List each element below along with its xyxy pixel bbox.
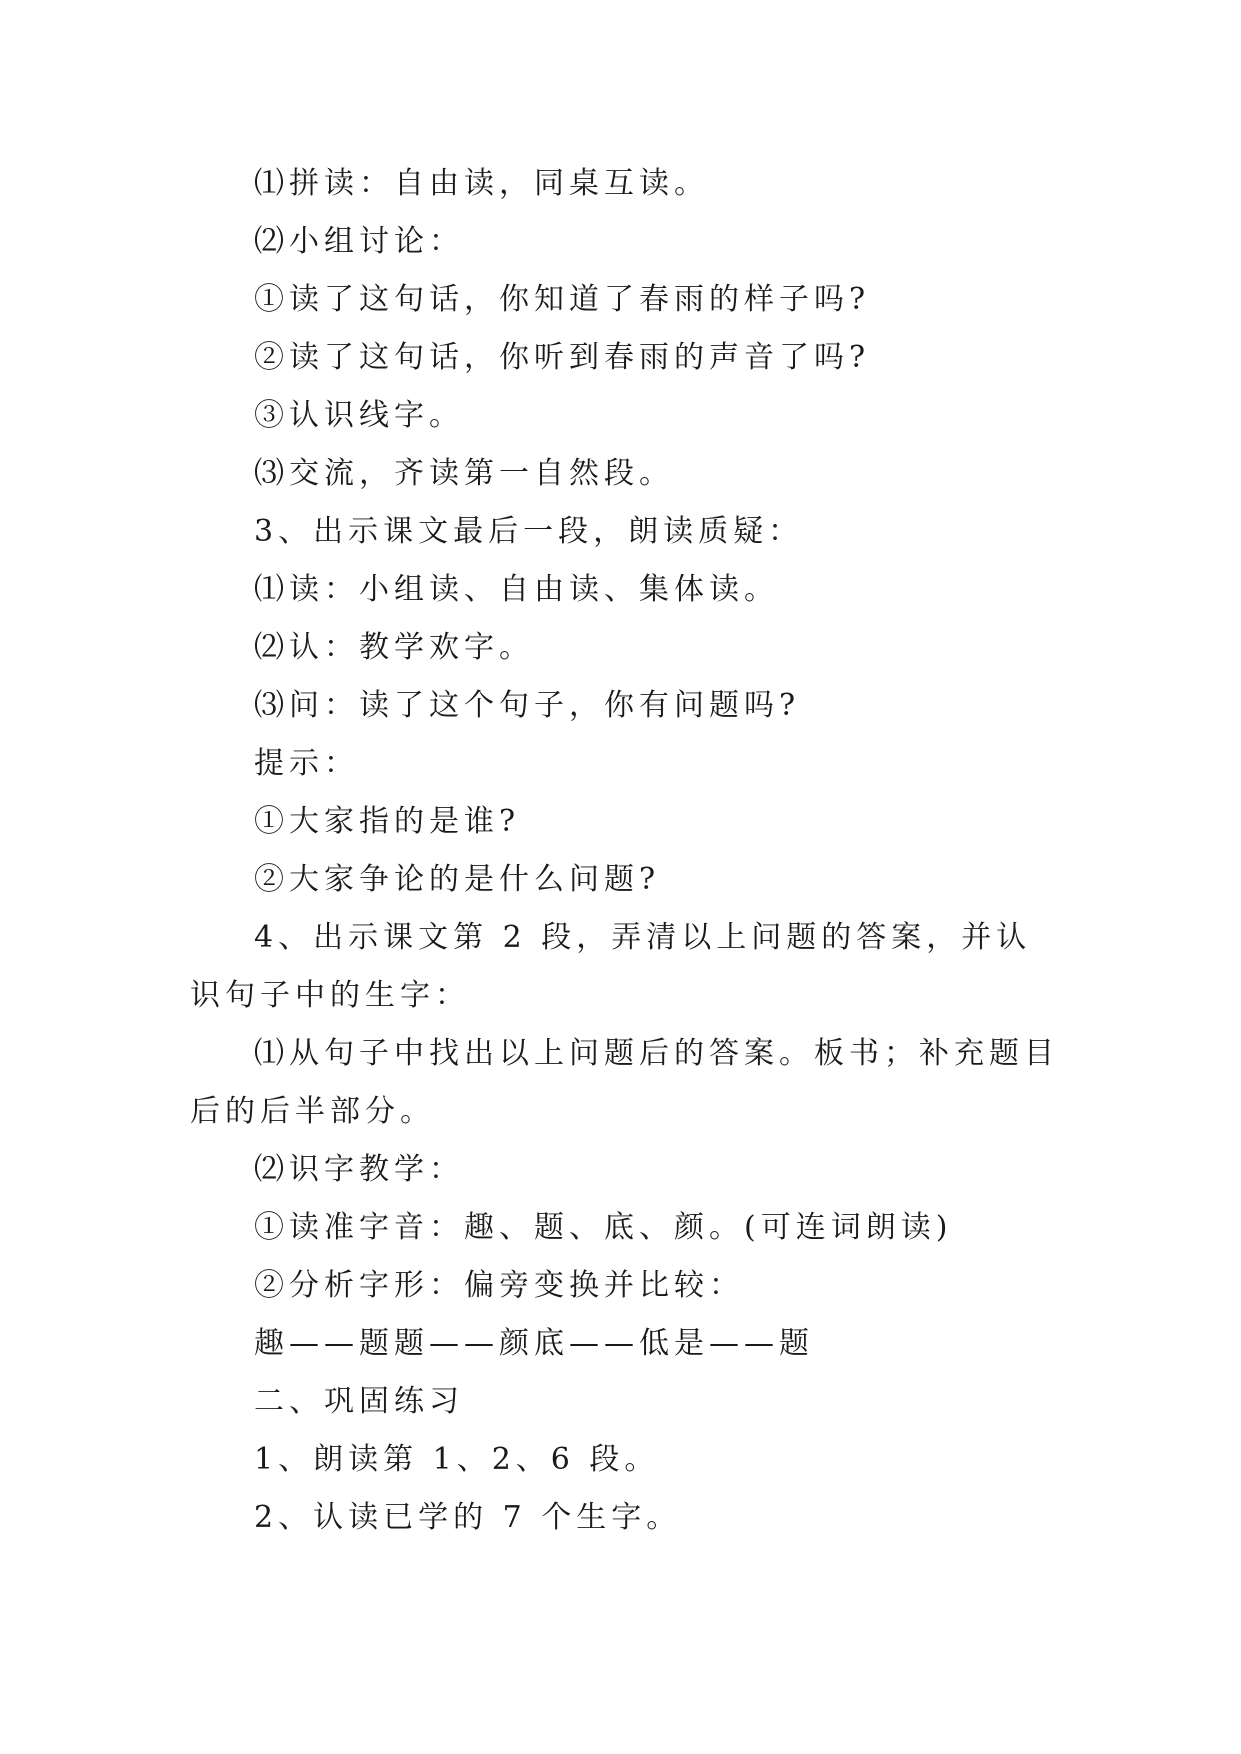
paragraph-exchange: ⑶交流，齐读第一自然段。 (254, 456, 674, 491)
paragraph-question-sound: ②读了这句话，你听到春雨的声音了吗? (254, 340, 871, 375)
paragraph-practice-characters: 2、认读已学的 7 个生字。 (254, 1500, 682, 1535)
paragraph-pronunciation: ①读准字音：趣、题、底、颜。(可连词朗读) (254, 1210, 953, 1245)
paragraph-step-3: 3、出示课文最后一段，朗读质疑： (254, 514, 804, 549)
section-heading-practice: 二、巩固练习 (254, 1384, 464, 1419)
paragraph-hint-what: ②大家争论的是什么问题? (254, 862, 661, 897)
paragraph-hint-who: ①大家指的是谁? (254, 804, 521, 839)
paragraph-learn-character: ③认识线字。 (254, 398, 464, 433)
paragraph-literacy-teaching: ⑵识字教学： (254, 1152, 464, 1187)
paragraph-character-comparison: 趣——题题——颜底——低是——题 (254, 1326, 814, 1361)
paragraph-read: ⑴读：小组读、自由读、集体读。 (254, 572, 779, 607)
paragraph-hint-heading: 提示： (254, 746, 359, 781)
paragraph-pinyin-reading: ⑴拼读：自由读，同桌互读。 (254, 166, 709, 201)
paragraph-find-answer: ⑴从句子中找出以上问题后的答案。板书；补充题目后的后半部分。 (190, 1036, 1059, 1129)
paragraph-ask: ⑶问：读了这个句子，你有问题吗? (254, 688, 801, 723)
paragraph-character-shape: ②分析字形：偏旁变换并比较： (254, 1268, 744, 1303)
paragraph-step-4: 4、出示课文第 2 段，弄清以上问题的答案，并认识句子中的生字： (190, 920, 1032, 1013)
paragraph-group-discussion: ⑵小组讨论： (254, 224, 464, 259)
paragraph-recognize: ⑵认：教学欢字。 (254, 630, 534, 665)
document-body (190, 155, 1060, 1547)
paragraph-question-look: ①读了这句话，你知道了春雨的样子吗? (254, 282, 871, 317)
paragraph-practice-reading: 1、朗读第 1、2、6 段。 (254, 1442, 660, 1477)
